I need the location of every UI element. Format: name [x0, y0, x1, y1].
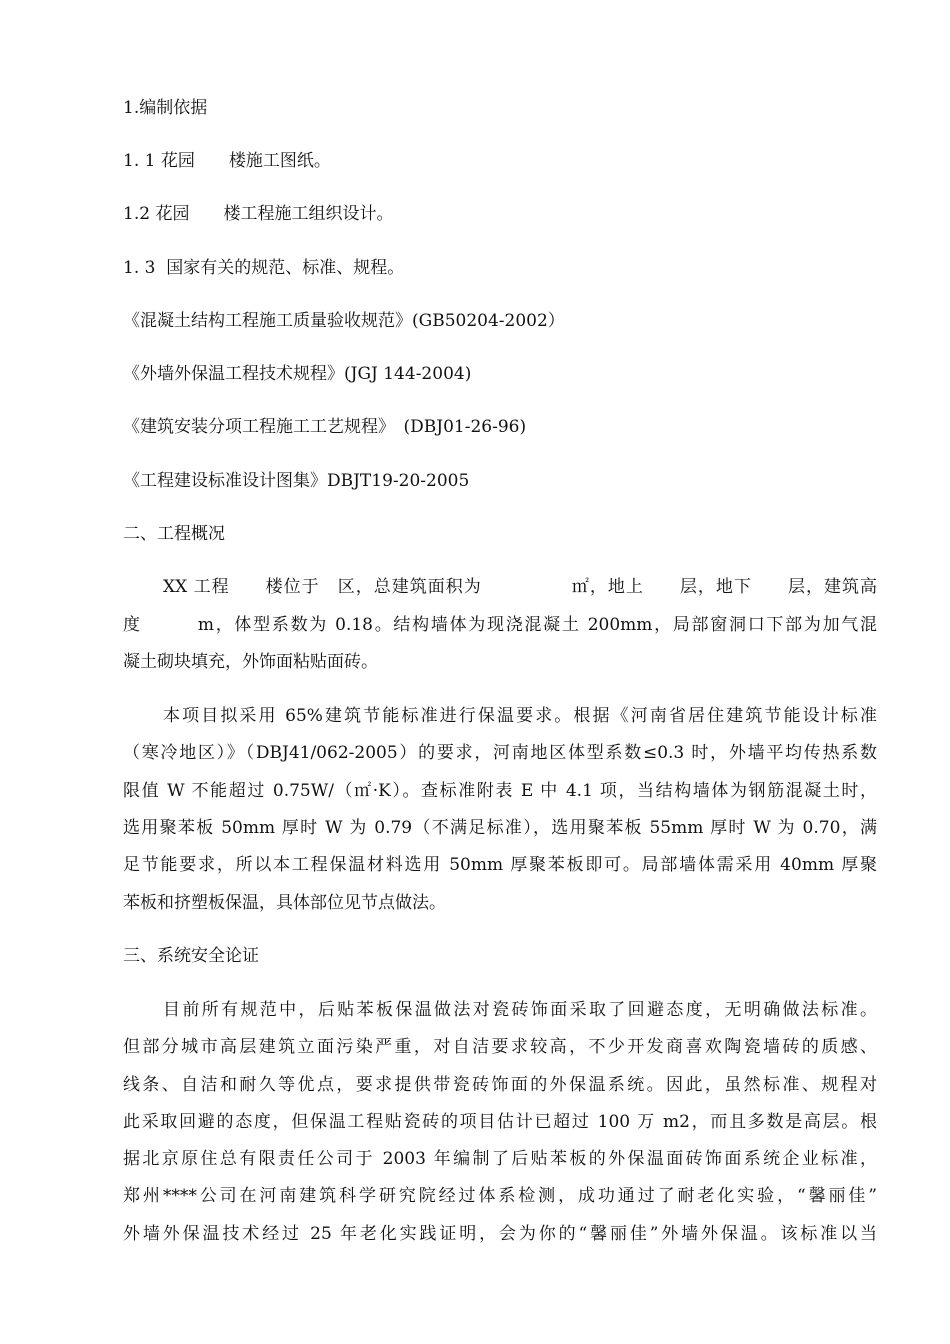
standard-reference: 《建筑安装分项工程施工工艺规程》 (DBJ01-26-96) — [123, 417, 527, 437]
basis-item-1-1: 1. 1 花园 楼施工图纸。 — [123, 151, 331, 171]
paragraph-line: 限值 W 不能超过 0.75W/（㎡·K）。查标准附表 E 中 4.1 项，当结构墙体为钢筋混凝土时， — [123, 781, 877, 801]
paragraph-line: XX 工程 楼位于 区，总建筑面积为 ㎡，地上 层，地下 层，建筑高 — [163, 577, 877, 597]
paragraph-line: 足节能要求，所以本工程保温材料选用 50mm 厚聚苯板即可。局部墙体需采用 40mm 厚聚 — [123, 855, 877, 875]
standard-reference: 《外墙外保温工程技术规程》(JGJ 144-2004) — [123, 364, 472, 384]
paragraph-line: 据北京原住总有限责任公司于 2003 年编制了后贴苯板的外保温面砖饰面系统企业标准， — [123, 1149, 877, 1169]
basis-item-1-3: 1. 3 国家有关的规范、标准、规程。 — [123, 258, 405, 278]
basis-item-1-2: 1.2 花园 楼工程施工组织设计。 — [123, 204, 394, 224]
paragraph-line: 郑州****公司在河南建筑科学研究院经过体系检测，成功通过了耐老化实验，“馨丽佳” — [123, 1186, 877, 1206]
standard-reference: 《混凝土结构工程施工质量验收规范》(GB50204-2002） — [123, 311, 565, 331]
section-heading-safety: 三、系统安全论证 — [123, 946, 259, 966]
paragraph-line: （寒冷地区）》（DBJ41/062-2005）的要求，河南地区体型系数≤0.3 时，外墙平均传热系数 — [123, 743, 877, 763]
paragraph-line: 度 m，体型系数为 0.18。结构墙体为现浇混凝土 200mm，局部窗洞口下部为加气混 — [123, 615, 877, 635]
paragraph-line: 外墙外保温技术经过 25 年老化实践证明，会为你的“馨丽佳”外墙外保温。该标准以当 — [123, 1224, 877, 1244]
paragraph-line: 选用聚苯板 50mm 厚时 W 为 0.79（不满足标准），选用聚苯板 55mm 厚时 W 为 0.70，满 — [123, 818, 877, 838]
section-heading-basis: 1.编制依据 — [123, 98, 208, 118]
section-heading-overview: 二、工程概况 — [123, 524, 225, 544]
paragraph-line: 本项目拟采用 65%建筑节能标准进行保温要求。根据《河南省居住建筑节能设计标准 — [163, 706, 877, 726]
paragraph-line: 凝土砌块填充，外饰面粘贴面砖。 — [123, 652, 378, 672]
paragraph-line: 线条、自洁和耐久等优点，要求提供带瓷砖饰面的外保温系统。因此，虽然标准、规程对 — [123, 1075, 877, 1095]
paragraph-line: 但部分城市高层建筑立面污染严重，对自洁要求较高，不少开发商喜欢陶瓷墙砖的质感、 — [123, 1037, 877, 1057]
paragraph-line: 此采取回避的态度，但保温工程贴瓷砖的项目估计已超过 100 万 m2，而且多数是高层。根 — [123, 1112, 877, 1132]
standard-reference: 《工程建设标准设计图集》DBJT19-20-2005 — [123, 471, 470, 491]
paragraph-line: 目前所有规范中，后贴苯板保温做法对瓷砖饰面采取了回避态度，无明确做法标准。 — [163, 1000, 877, 1020]
paragraph-line: 苯板和挤塑板保温，具体部位见节点做法。 — [123, 893, 446, 913]
